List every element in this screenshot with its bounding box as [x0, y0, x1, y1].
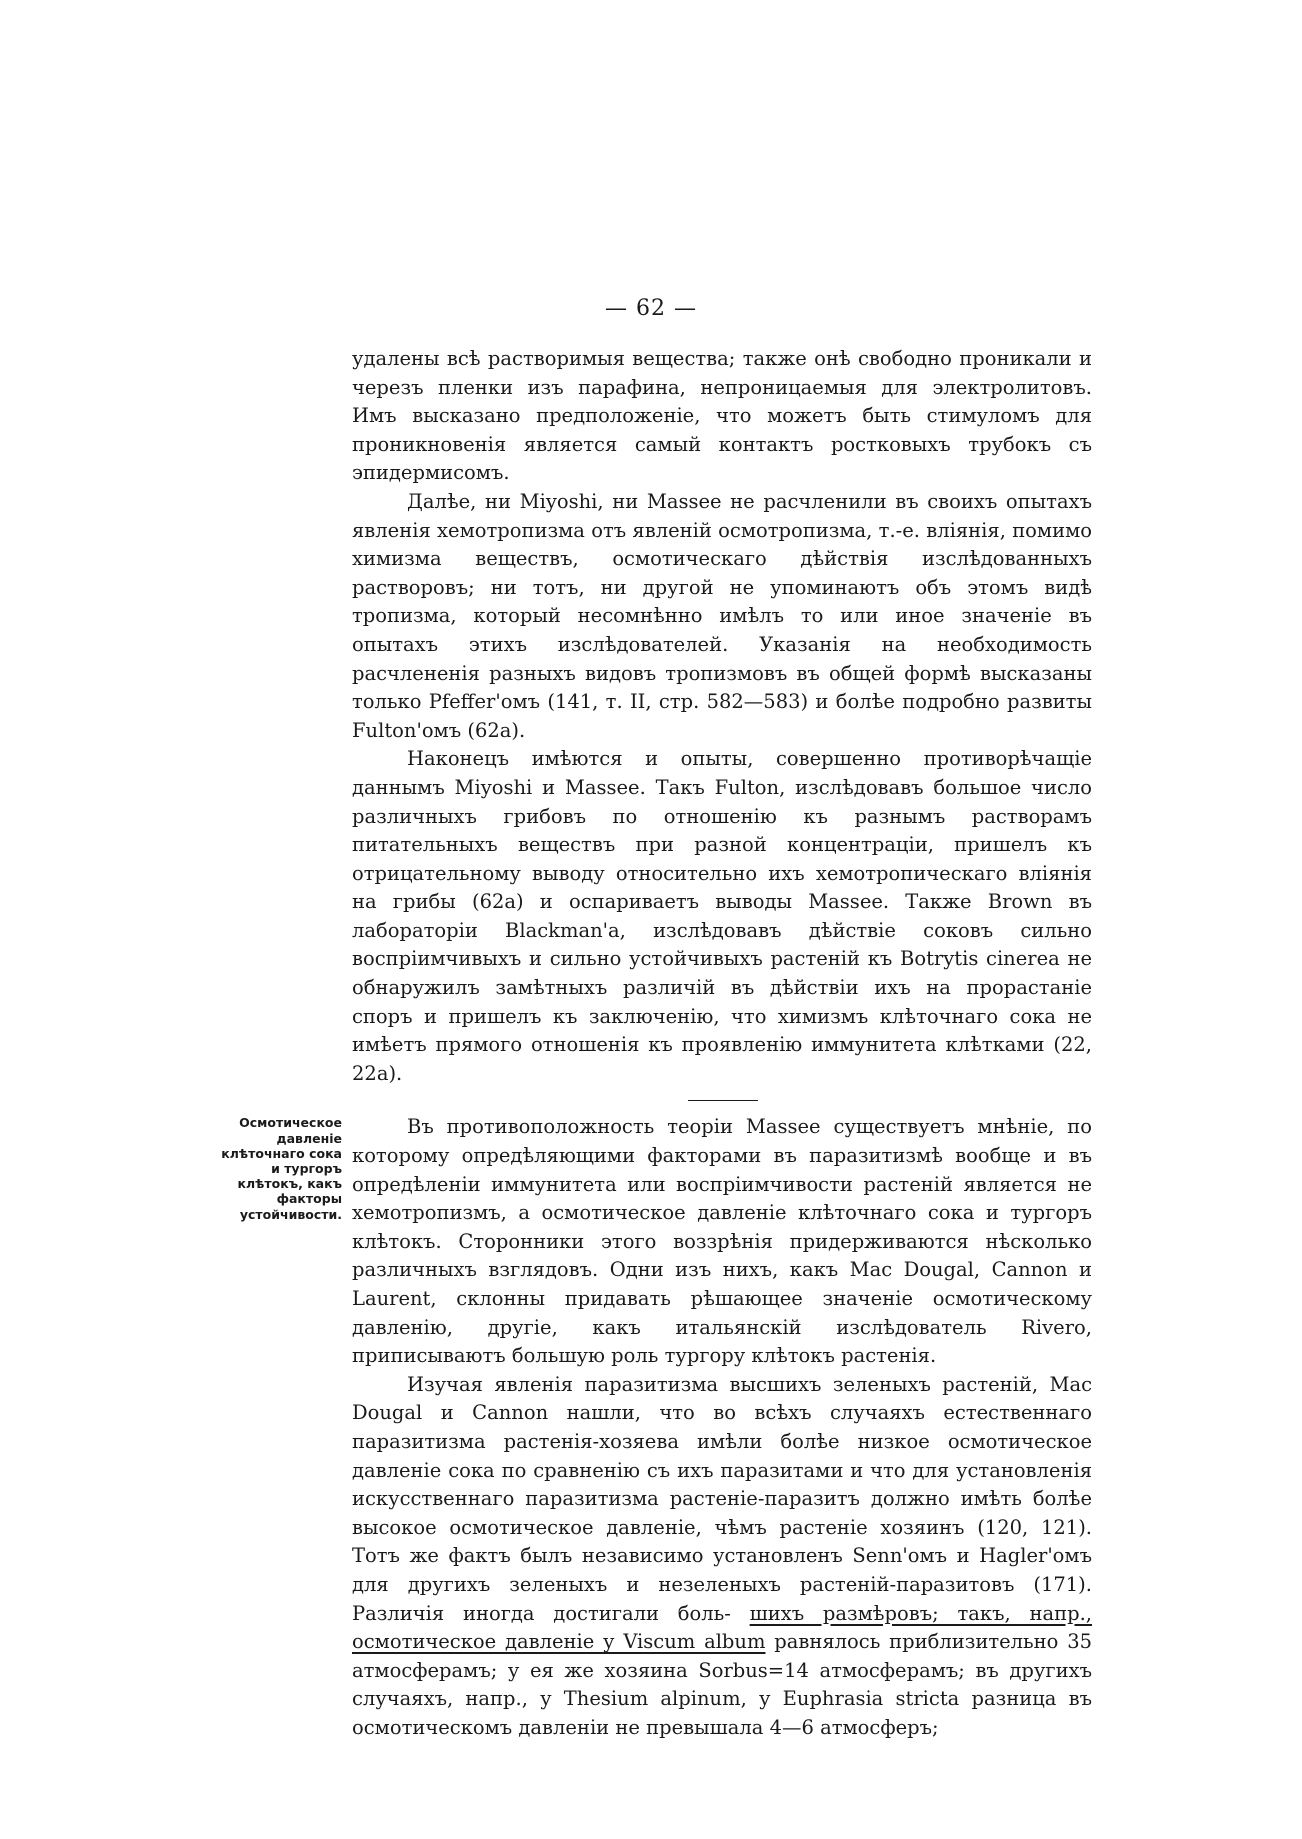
section-divider: [688, 1100, 758, 1101]
margin-note: Осмотическое давленіе клѣточнаго сока и тургоръ клѣтокъ, какъ факторы устойчивости.: [221, 1115, 342, 1222]
paragraph: Далѣе, ни Miyoshi, ни Massee не расчленили въ своихъ опытахъ явленія хемотропизма отъ явленій осмотропизма, т.-е. вліянія, помимо химизма веществъ, осмотическаго дѣйствія изслѣдованныхъ растворовъ; ни тотъ, ни другой не упоминаютъ объ этомъ видѣ тропизма, который несомнѣнно имѣлъ то или иное значеніе въ опытахъ этихъ изслѣдователей. Указанія на необходимость расчлененія разныхъ видовъ тропизмовъ въ общей формѣ высказаны только Pfeffer'омъ (141, т. II, стр. 582—583) и болѣе подробно развиты Fulton'омъ (62a).: [352, 489, 1092, 742]
paragraph-text: Изучая явленія паразитизма высшихъ зеленыхъ растеній, Mac Dougal и Cannon нашли, что во всѣхъ случаяхъ естественнаго паразитизма растенія-хозяева имѣли болѣе низкое осмотическое давленіе сока по сравненію съ ихъ паразитами и что для установленія искусственнаго паразитизма растеніе-паразитъ должно имѣть болѣе высокое осмотическое давленіе, чѣмъ растеніе хозяинъ (120, 121). Тотъ же фактъ былъ независимо установленъ Senn'омъ и Hagler'омъ для другихъ зеленыхъ и незеленыхъ растеній-паразитовъ (171). Различія иногда достигали боль-: [352, 1372, 1092, 1625]
paragraph: [352, 1371, 1092, 1743]
main-text-block: [221, 345, 1093, 1743]
paragraph-continuation: удалены всѣ растворимыя вещества; также онѣ свободно проникали и черезъ пленки изъ парафина, непроницаемыя для электролитовъ. Имъ высказано предположеніе, что можетъ быть стимуломъ для проникновенія является самый контактъ ростковыхъ трубокъ съ эпидермисомъ.: [352, 347, 1092, 485]
paragraph: Въ противоположность теоріи Massee существуетъ мнѣніе, по которому опредѣляющими факторами въ паразитизмѣ вообще и въ опредѣленіи иммунитета или воспріимчивости растеній является не хемотропизмъ, а осмотическое давленіе клѣточнаго сока и тургоръ клѣтокъ. Сторонники этого воззрѣнія придерживаются нѣсколько различныхъ взглядовъ. Одни изъ нихъ, какъ Mac Dougal, Cannon и Laurent, склонны придавать рѣшающее значеніе осмотическому давленію, другіе, какъ итальянскій изслѣдователь Rivero, приписываютъ большую роль тургору клѣтокъ растенія.: [352, 1115, 1092, 1368]
underlined-passage: шихъ размѣровъ; такъ, напр., осмотическое давленіе у Viscum album: [352, 1601, 1092, 1654]
paragraph-text: равнялось приблизительно 35 атмосферамъ; у ея же хозяина Sorbus=14 атмосферамъ; въ другихъ случаяхъ, напр., у Thesium alpinum, у Euphrasia stricta разница въ осмотическомъ давленіи не превышала 4—6 атмосферъ;: [352, 1630, 1093, 1739]
page-number: — 62 —: [605, 296, 697, 321]
paragraph: Наконецъ имѣются и опыты, совершенно противорѣчащіе даннымъ Miyoshi и Massee. Такъ Fulton, изслѣдовавъ большое число различныхъ грибовъ по отношенію къ разнымъ растворамъ питательныхъ веществъ при разной концентраціи, пришелъ къ отрицательному выводу относительно ихъ хемотропическаго вліянія на грибы (62a) и оспариваетъ выводы Massee. Также Brown въ лабораторіи Blackman'a, изслѣдовавъ дѣйствіе соковъ сильно воспріимчивыхъ и сильно устойчивыхъ растеній къ Botrytis cinerea не обнаружилъ замѣтныхъ различій въ дѣйствіи ихъ на прорастаніе споръ и пришелъ къ заключенію, что химизмъ клѣточнаго сока не имѣетъ прямого отношенія къ проявленію иммунитета клѣтками (22, 22a).: [352, 747, 1092, 1085]
section-osmotic-pressure: [221, 1113, 1093, 1742]
